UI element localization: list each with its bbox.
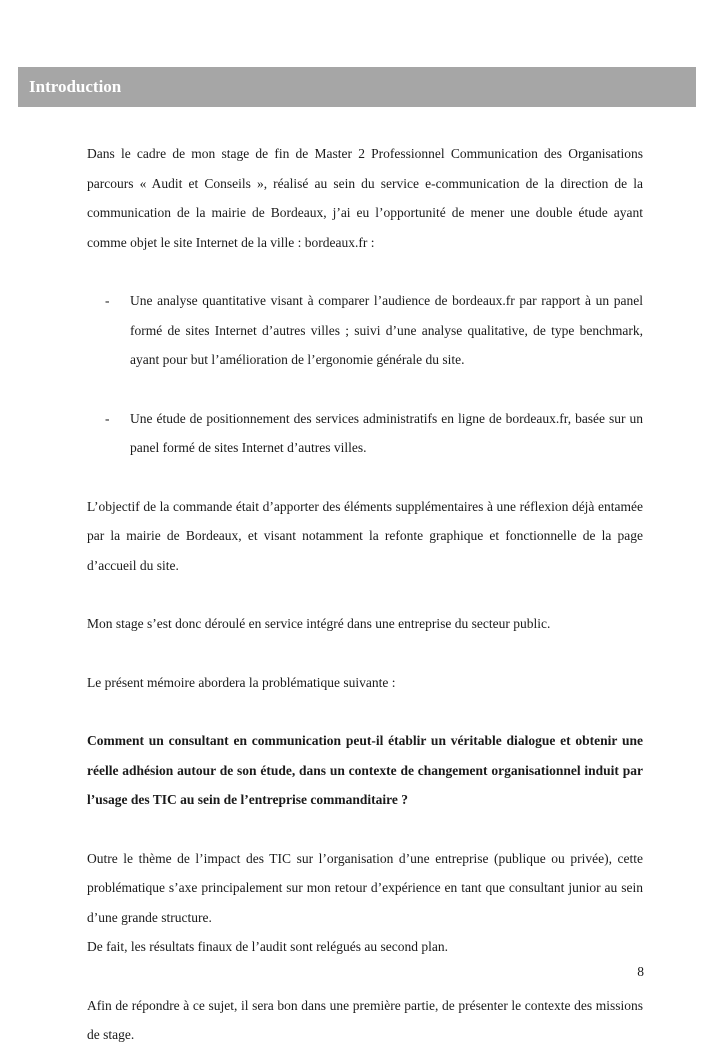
bullet-item [87, 404, 643, 463]
problematique-question: Comment un consultant en communication peut-il établir un véritable dialogue et obtenir une réelle adhésion autour de son étude, dans un contexte de changement organisationnel induit par l’usage des TIC au sein de l’entreprise commanditaire ? [87, 733, 643, 807]
paragraph-objective: L’objectif de la commande était d’apporter des éléments supplémentaires à une réflexion déjà entamée par la mairie de Bordeaux, et visant notamment la refonte graphique et fonctionnelle de la page d’accueil du site. [87, 498, 643, 573]
bullet-item [87, 286, 643, 375]
bullet-text: Une étude de positionnement des services administratifs en ligne de bordeaux.fr, basée sur un panel formé de sites Internet d’autres villes. [130, 410, 643, 455]
paragraph-intro: Dans le cadre de mon stage de fin de Master 2 Professionnel Communication des Organisations parcours « Audit et Conseils », réalisé au sein du service e-communication de la direction de la communication de la mairie de Bordeaux, j’ai eu l’opportunité de mener une double étude ayant comme objet le site Internet de la ville : bordeaux.fr : [87, 146, 643, 250]
bullet-marker: - [105, 293, 110, 308]
paragraph-memoire: Le présent mémoire abordera la problématique suivante : [87, 674, 396, 690]
document-body [87, 139, 643, 1050]
page-number: 8 [637, 964, 644, 979]
bullet-marker: - [105, 410, 110, 426]
paragraph-theme: Outre le thème de l’impact des TIC sur l’organisation d’une entreprise (publique ou privée), cette problématique s’axe principalement sur mon retour d’expérience en tant que consultant junior au sein d’une grande structure. [87, 850, 643, 925]
paragraph-plan: Afin de répondre à ce sujet, il sera bon dans une première partie, de présenter le contexte des missions de stage. [87, 997, 643, 1042]
section-header-bar [18, 67, 696, 107]
paragraph-resultats: De fait, les résultats finaux de l’audit sont relégués au second plan. [87, 939, 449, 954]
bullet-text: Une analyse quantitative visant à comparer l’audience de bordeaux.fr par rapport à un panel formé de sites Internet d’autres villes ; suivi d’une analyse qualitative, de type benchmark, ayant pour but l’amélioration de l’ergonomie générale du site. [130, 293, 643, 367]
paragraph-stage: Mon stage s’est donc déroulé en service intégré dans une entreprise du secteur public. [87, 616, 551, 631]
section-title: Introduction [29, 77, 122, 96]
